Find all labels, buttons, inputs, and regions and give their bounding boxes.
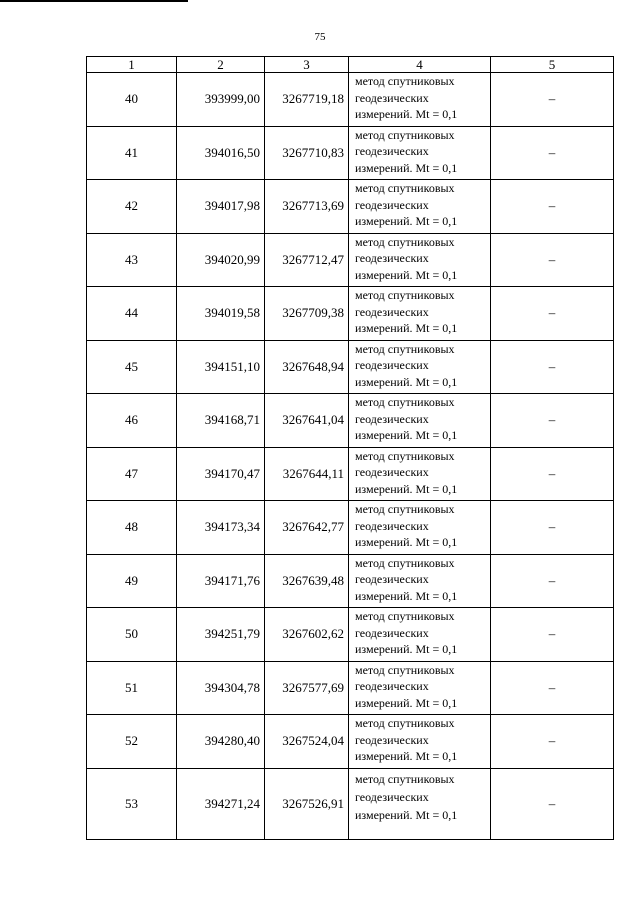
method-line: метод спутниковых [355,502,455,516]
x-coordinate-cell: 394016,50 [177,126,265,180]
table-row [87,73,614,127]
x-coordinate-cell: 394280,40 [177,715,265,769]
method-cell [349,608,491,662]
note-cell: – [491,447,614,501]
table-body [87,73,614,840]
point-number-cell: 53 [87,768,177,839]
table-row [87,394,614,448]
table-row [87,715,614,769]
x-coordinate-cell: 394304,78 [177,661,265,715]
method-cell [349,287,491,341]
table-row [87,447,614,501]
method-line: геодезических [355,358,429,372]
note-cell: – [491,287,614,341]
method-line: геодезических [355,144,429,158]
method-cell [349,233,491,287]
point-number-cell: 49 [87,554,177,608]
method-line: метод спутниковых [355,234,455,249]
point-number-cell: 41 [87,126,177,180]
table-row [87,287,614,341]
y-coordinate-cell: 3267644,11 [265,447,349,501]
method-line: геодезических [355,789,429,804]
method-line: геодезических [355,465,429,479]
method-cell [349,126,491,180]
header-col-4: 4 [349,57,491,73]
table-row [87,126,614,180]
method-line: метод спутниковых [355,395,455,409]
method-line: метод спутниковых [355,341,455,356]
y-coordinate-cell: 3267709,38 [265,287,349,341]
y-coordinate-cell: 3267642,77 [265,501,349,555]
method-line: геодезических [355,411,429,426]
method-line: измерений. Mt = 0,1 [355,481,458,496]
method-line: измерений. Mt = 0,1 [355,160,458,175]
method-line: измерений. Mt = 0,1 [355,428,458,442]
top-rule [0,0,188,2]
point-number-cell: 42 [87,180,177,234]
note-cell: – [491,554,614,608]
x-coordinate-cell: 394173,34 [177,501,265,555]
y-coordinate-cell: 3267648,94 [265,340,349,394]
note-cell: – [491,501,614,555]
method-line: геодезических [355,90,429,105]
note-cell: – [491,180,614,234]
x-coordinate-cell: 394151,10 [177,340,265,394]
method-line: измерений. Mt = 0,1 [355,807,458,822]
note-cell: – [491,73,614,127]
point-number-cell: 48 [87,501,177,555]
method-cell [349,73,491,127]
table-row [87,340,614,394]
point-number-cell: 47 [87,447,177,501]
method-line: измерений. Mt = 0,1 [355,107,458,121]
method-cell [349,554,491,608]
header-col-2: 2 [177,57,265,73]
table-row [87,233,614,287]
method-line: метод спутниковых [355,771,455,786]
table-row [87,661,614,715]
y-coordinate-cell: 3267713,69 [265,180,349,234]
note-cell: – [491,768,614,839]
method-cell [349,501,491,555]
method-line: измерений. Mt = 0,1 [355,535,458,549]
method-line: измерений. Mt = 0,1 [355,214,458,228]
method-line: метод спутниковых [355,127,455,142]
y-coordinate-cell: 3267641,04 [265,394,349,448]
method-line: измерений. Mt = 0,1 [355,374,458,389]
point-number-cell: 40 [87,73,177,127]
point-number-cell: 44 [87,287,177,341]
note-cell: – [491,715,614,769]
page-number: 75 [314,31,326,43]
method-line: метод спутниковых [355,181,455,195]
point-number-cell: 52 [87,715,177,769]
method-line: геодезических [355,304,429,319]
x-coordinate-cell: 394251,79 [177,608,265,662]
x-coordinate-cell: 394170,47 [177,447,265,501]
x-coordinate-cell: 394017,98 [177,180,265,234]
method-line: измерений. Mt = 0,1 [355,695,458,710]
method-line: геодезических [355,679,429,693]
y-coordinate-cell: 3267712,47 [265,233,349,287]
method-line: геодезических [355,732,429,747]
y-coordinate-cell: 3267524,04 [265,715,349,769]
method-line: геодезических [355,197,429,212]
method-line: измерений. Mt = 0,1 [355,749,458,763]
method-cell [349,180,491,234]
header-row [87,57,614,73]
x-coordinate-cell: 394171,76 [177,554,265,608]
y-coordinate-cell: 3267602,62 [265,608,349,662]
note-cell: – [491,340,614,394]
note-cell: – [491,608,614,662]
x-coordinate-cell: 394271,24 [177,768,265,839]
y-coordinate-cell: 3267719,18 [265,73,349,127]
method-line: измерений. Mt = 0,1 [355,642,458,656]
note-cell: – [491,233,614,287]
note-cell: – [491,126,614,180]
method-line: геодезических [355,251,429,265]
table-row [87,768,614,839]
x-coordinate-cell: 394020,99 [177,233,265,287]
table-row [87,501,614,555]
method-line: метод спутниковых [355,716,455,730]
method-line: измерений. Mt = 0,1 [355,267,458,282]
note-cell: – [491,394,614,448]
point-number-cell: 51 [87,661,177,715]
method-cell [349,768,491,839]
coordinates-table [86,56,614,840]
method-cell [349,661,491,715]
method-cell [349,715,491,769]
method-line: метод спутниковых [355,448,455,463]
header-col-1: 1 [87,57,177,73]
point-number-cell: 50 [87,608,177,662]
method-line: метод спутниковых [355,662,455,677]
x-coordinate-cell: 394168,71 [177,394,265,448]
method-line: метод спутниковых [355,609,455,623]
method-line: метод спутниковых [355,555,455,570]
method-line: геодезических [355,572,429,586]
point-number-cell: 45 [87,340,177,394]
point-number-cell: 43 [87,233,177,287]
method-line: метод спутниковых [355,74,455,88]
method-line: геодезических [355,518,429,533]
note-cell: – [491,661,614,715]
point-number-cell: 46 [87,394,177,448]
method-cell [349,340,491,394]
x-coordinate-cell: 393999,00 [177,73,265,127]
table-row [87,554,614,608]
y-coordinate-cell: 3267710,83 [265,126,349,180]
method-line: метод спутниковых [355,288,455,302]
y-coordinate-cell: 3267577,69 [265,661,349,715]
y-coordinate-cell: 3267639,48 [265,554,349,608]
header-col-3: 3 [265,57,349,73]
table-row [87,180,614,234]
method-cell [349,447,491,501]
method-line: измерений. Mt = 0,1 [355,588,458,603]
x-coordinate-cell: 394019,58 [177,287,265,341]
table-row [87,608,614,662]
y-coordinate-cell: 3267526,91 [265,768,349,839]
method-line: измерений. Mt = 0,1 [355,321,458,335]
header-col-5: 5 [491,57,614,73]
method-line: геодезических [355,625,429,640]
method-cell [349,394,491,448]
